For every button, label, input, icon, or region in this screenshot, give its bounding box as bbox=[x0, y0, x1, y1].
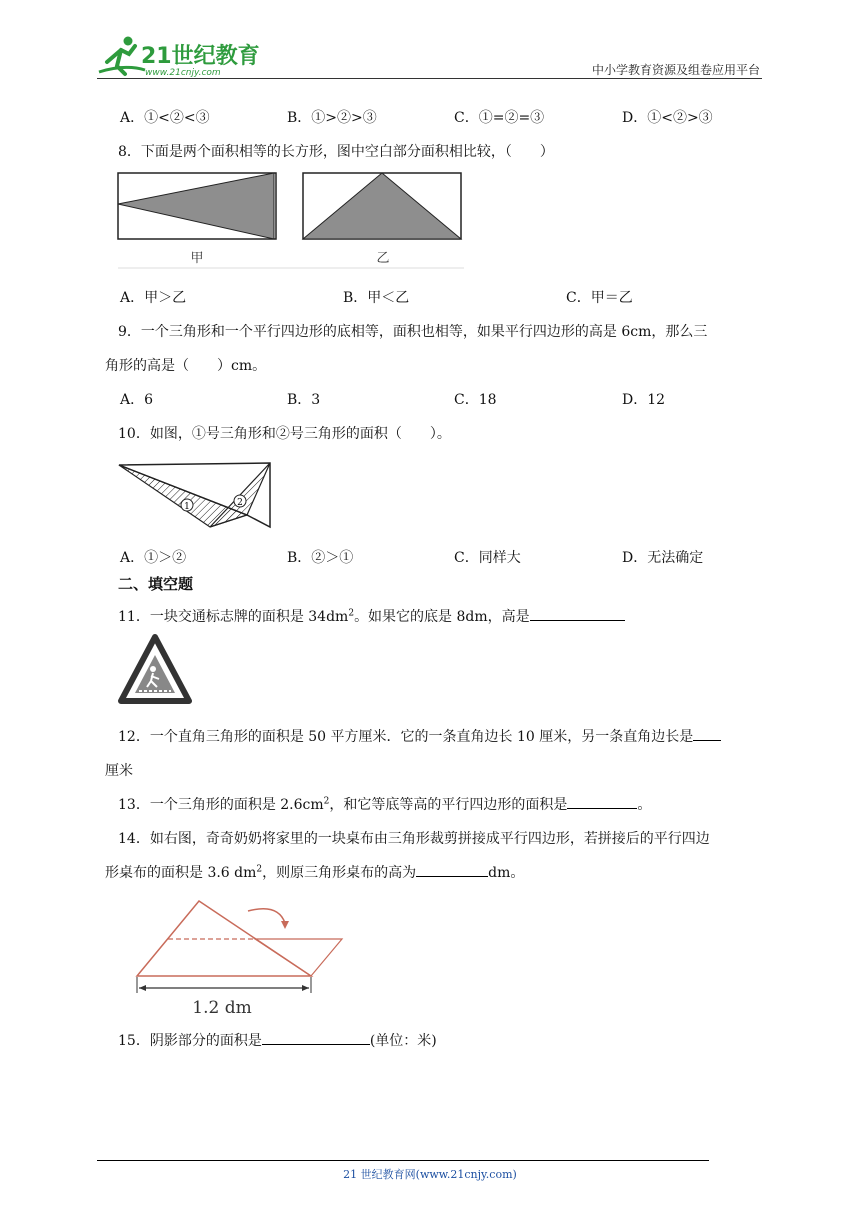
q9-text-line1: 9．一个三角形和一个平行四边形的底相等，面积也相等，如果平行四边形的高是 6cm，那么三 bbox=[118, 324, 708, 340]
site-logo bbox=[95, 34, 275, 78]
pedestrian-sign-icon bbox=[117, 633, 193, 705]
platform-name: 中小学教育资源及组卷应用平台 bbox=[591, 63, 760, 77]
q13-text: 13．一个三角形的面积是 $2.6cm^2$，和它等底等高的平行四边形的面积是 。 bbox=[118, 794, 651, 814]
q12-text-line2: 厘米 bbox=[105, 763, 133, 779]
q15-answer-blank[interactable] bbox=[262, 1030, 370, 1045]
q10-text: 10．如图，①号三角形和②号三角形的面积（ ）。 bbox=[118, 426, 451, 442]
q14-figure bbox=[130, 893, 345, 1018]
q10-option-c[interactable]: C．同样大 bbox=[454, 550, 521, 566]
header-divider bbox=[97, 78, 762, 79]
q13-answer-blank[interactable] bbox=[567, 794, 637, 809]
svg-text:21世纪教育: 21世纪教育 bbox=[141, 44, 260, 69]
label-jia: 甲 bbox=[190, 251, 204, 266]
q8-option-c[interactable]: C．甲＝乙 bbox=[566, 290, 633, 306]
q10-option-d[interactable]: D．无法确定 bbox=[622, 550, 704, 566]
q9-option-d[interactable]: D．12 bbox=[622, 392, 666, 408]
footer-link[interactable]: 21 世纪教育网(www.21cnjy.com) bbox=[343, 1168, 517, 1181]
q7-option-c[interactable]: C．①=②=③ bbox=[454, 110, 545, 126]
q9-option-c[interactable]: C．18 bbox=[454, 392, 497, 408]
svg-text:2: 2 bbox=[237, 498, 243, 508]
q11-answer-blank[interactable] bbox=[530, 606, 625, 621]
q7-option-b[interactable]: B．①>②>③ bbox=[287, 110, 377, 126]
svg-text:www.21cnjy.com: www.21cnjy.com bbox=[145, 68, 221, 78]
q9-option-b[interactable]: B．3 bbox=[287, 392, 321, 408]
label-yi: 乙 bbox=[376, 251, 390, 266]
q10-option-a[interactable]: A．①＞② bbox=[120, 550, 187, 566]
q14-text-line1: 14．如右图，奇奇奶奶将家里的一块桌布由三角形裁剪拼接成平行四边形，若拼接后的平行四边 bbox=[118, 831, 710, 847]
q15-text: 15．阴影部分的面积是 (单位：米) bbox=[118, 1030, 437, 1050]
q8-option-a[interactable]: A．甲＞乙 bbox=[120, 290, 187, 306]
q8-option-b[interactable]: B．甲＜乙 bbox=[343, 290, 410, 306]
runner-icon bbox=[99, 37, 145, 75]
q9-text-line2: 角形的高是（ ）cm。 bbox=[105, 358, 267, 374]
q11-text: 11．一块交通标志牌的面积是 $34dm^2$。如果它的底是 8dm，高是 bbox=[118, 606, 625, 626]
q14-dimension-label: 1.2 dm bbox=[192, 998, 252, 1018]
q12-answer-blank[interactable] bbox=[693, 726, 721, 741]
q14-answer-blank[interactable] bbox=[416, 862, 488, 877]
q8-text: 8．下面是两个面积相等的长方形，图中空白部分面积相比较，（ ） bbox=[118, 144, 554, 160]
q7-option-d[interactable]: D．①<②>③ bbox=[622, 110, 713, 126]
q12-text-line1: 12．一个直角三角形的面积是 50 平方厘米．它的一条直角边长 10 厘米，另一条直角边长是 bbox=[118, 726, 721, 746]
q9-option-a[interactable]: A．6 bbox=[120, 392, 154, 408]
footer-divider bbox=[97, 1160, 709, 1161]
q10-option-b[interactable]: B．②＞① bbox=[287, 550, 354, 566]
q10-figure bbox=[115, 455, 280, 535]
section-heading: 二、填空题 bbox=[118, 575, 194, 593]
q7-option-a[interactable]: A．①<②<③ bbox=[120, 110, 210, 126]
q14-text-line2: 形桌布的面积是 3.6 $dm^2$，则原三角形桌布的高为 dm。 bbox=[105, 862, 524, 882]
svg-text:1: 1 bbox=[184, 502, 190, 512]
q8-figure bbox=[115, 170, 465, 270]
